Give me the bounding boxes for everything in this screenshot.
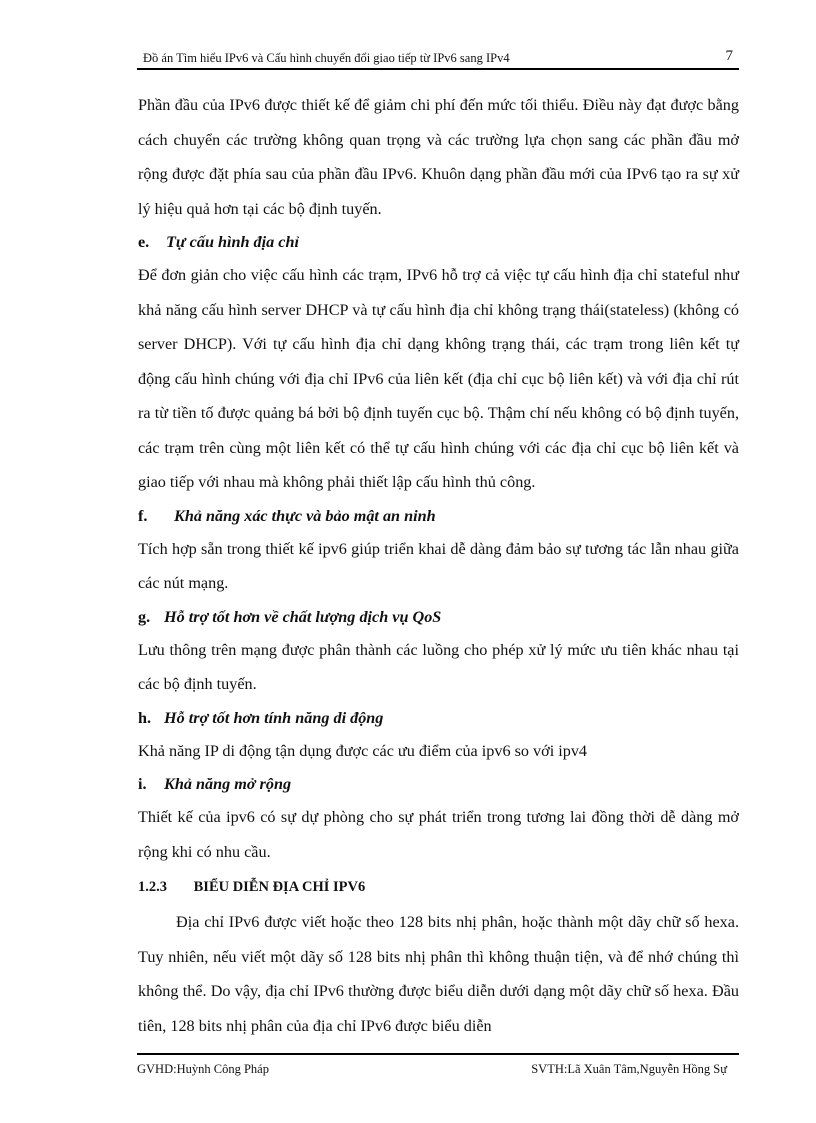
heading-label: i. xyxy=(138,775,147,793)
heading-label: h. xyxy=(138,708,152,727)
page-body xyxy=(138,88,739,1043)
heading-i xyxy=(138,768,739,800)
intro-paragraph: Phần đầu của IPv6 được thiết kế để giảm chi phí đến mức tối thiểu. Điều này đạt được bằng cách chuyển các trường không quan trọng và các trường lựa chọn sang các phần đầu mở rộng được đặt phía sau của phần đầu IPv6. Khuôn dạng phần đầu mới của IPv6 tạo ra sự xử lý hiệu quả hơn tại các bộ định tuyến. xyxy=(138,96,739,218)
footer-advisor: GVHD:Huỳnh Công Pháp xyxy=(137,1062,269,1076)
heading-title: Khả năng xác thực và bảo mật an ninh xyxy=(174,506,436,525)
paragraph-e: Để đơn giản cho việc cấu hình các trạm, IPv6 hỗ trợ cả việc tự cấu hình địa chỉ stateful như khả năng cấu hình server DHCP và tự cấu hình địa chỉ không trạng thái(stateless) (không có server DHCP). Với tự cấu hình địa chỉ dạng không trạng thái, các trạm trong liên kết tự động cấu hình chúng với địa chỉ IPv6 của liên kết (địa chỉ cục bộ liên kết) và với địa chỉ rút ra từ tiền tố được quảng bá bởi bộ định tuyến cục bộ. Thậm chí nếu không có bộ định tuyến, các trạm trên cùng một liên kết có thể tự cấu hình chúng với các địa chỉ cục bộ liên kết và giao tiếp với nhau mà không phải thiết lập cấu hình thủ công. xyxy=(138,266,739,491)
heading-title: Khả năng mở rộng xyxy=(164,775,292,793)
heading-title: Hỗ trợ tốt hơn về chất lượng dịch vụ QoS xyxy=(164,607,442,626)
subsection-heading xyxy=(138,869,739,905)
heading-title: Tự cấu hình địa chỉ xyxy=(166,233,299,251)
heading-label: f. xyxy=(138,506,148,525)
subsection-paragraph: Địa chỉ IPv6 được viết hoặc theo 128 bits nhị phân, hoặc thành một dãy chữ số hexa. Tuy nhiên, nếu viết một dãy số 128 bits nhị phân thì không thuận tiện, và để nhớ chúng thì không thể. Do vậy, địa chỉ IPv6 thường được biểu diễn dưới dạng một dãy chữ số hexa. Đầu tiên, 128 bits nhị phân của địa chỉ IPv6 được biểu diễn xyxy=(138,913,739,1035)
subsection-title: BIỂU DIỄN ĐỊA CHỈ IPV6 xyxy=(193,879,366,895)
heading-h xyxy=(138,702,739,734)
heading-title: Hỗ trợ tốt hơn tính năng di động xyxy=(164,708,384,727)
heading-g xyxy=(138,601,739,633)
paragraph-h: Khả năng IP di động tận dụng được các ưu điểm của ipv6 so với ipv4 xyxy=(138,741,588,760)
page-number: 7 xyxy=(725,48,733,64)
header-title: Đồ án Tìm hiểu IPv6 và Cấu hình chuyển đổi giao tiếp từ IPv6 sang IPv4 xyxy=(143,51,510,65)
paragraph-i: Thiết kế của ipv6 có sự dự phòng cho sự phát triển trong tương lai đồng thời dễ dàng mở rộng khi có nhu cầu. xyxy=(138,808,739,861)
heading-f xyxy=(138,500,739,532)
paragraph-f: Tích hợp sẵn trong thiết kế ipv6 giúp triển khai dễ dàng đảm bảo sự tương tác lẫn nhau giữa các nút mạng. xyxy=(138,539,739,592)
page-footer xyxy=(137,1053,739,1079)
header-rule xyxy=(137,68,739,70)
paragraph-g: Lưu thông trên mạng được phân thành các luồng cho phép xử lý mức ưu tiên khác nhau tại các bộ định tuyến. xyxy=(138,640,739,693)
page-header xyxy=(137,48,739,70)
subsection-number: 1.2.3 xyxy=(138,879,167,895)
heading-label: e. xyxy=(138,233,150,251)
footer-students: SVTH:Lã Xuân Tâm,Nguyễn Hồng Sự xyxy=(531,1062,727,1076)
heading-label: g. xyxy=(138,607,151,626)
heading-e xyxy=(138,226,739,258)
